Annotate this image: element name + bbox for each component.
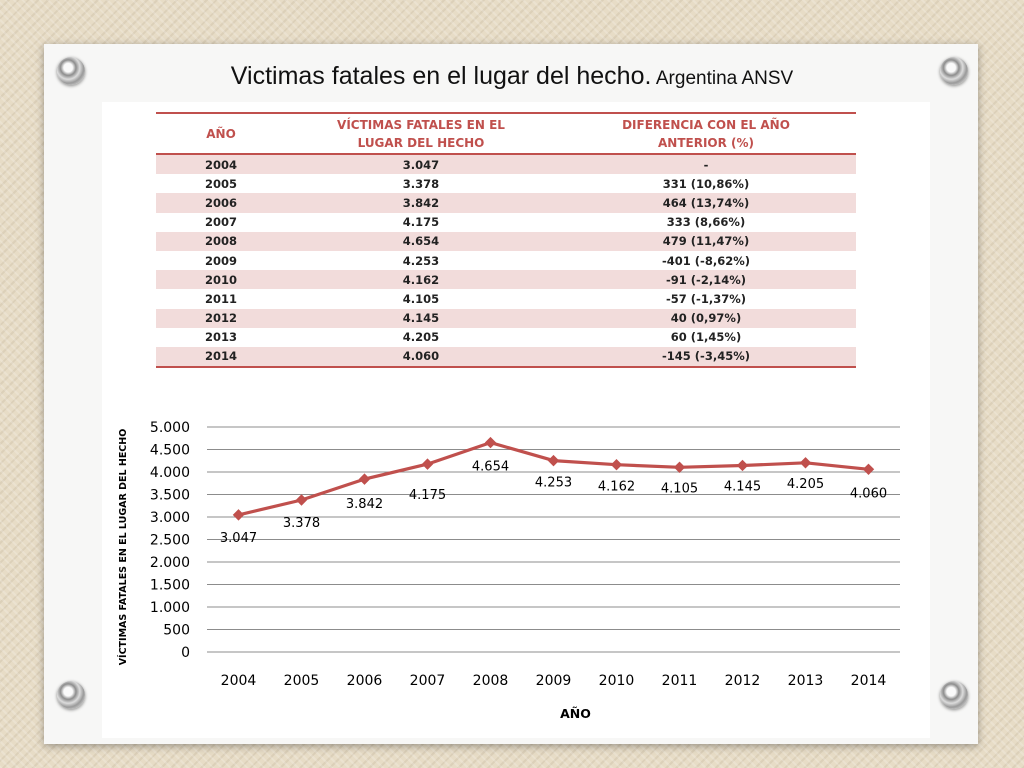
- data-point: [864, 464, 874, 474]
- x-tick-label: 2012: [724, 673, 761, 689]
- cell-year: 2007: [204, 215, 237, 230]
- header-difference: DIFERENCIA CON EL AÑO ANTERIOR (%): [556, 113, 856, 154]
- title-sub: Argentina ANSV: [655, 68, 794, 89]
- cell-difference: -57 (-1,37%): [666, 291, 746, 306]
- y-tick-label: 3.500: [149, 487, 190, 504]
- cell-victims: 3.378: [402, 176, 440, 191]
- x-tick-label: 2004: [220, 673, 257, 689]
- y-tick-label: 2.000: [149, 555, 190, 571]
- cell-difference: -401 (-8,62%): [662, 253, 750, 268]
- y-tick-label: 2.500: [149, 532, 190, 549]
- y-tick-label: 4.000: [149, 465, 190, 481]
- title-main: Victimas fatales en el lugar del hecho.: [230, 62, 652, 90]
- data-point: [297, 495, 307, 505]
- data-label: 3.047: [219, 530, 258, 546]
- data-label: 4.162: [597, 479, 636, 495]
- pin-icon: [940, 681, 968, 709]
- data-label: 3.378: [282, 515, 321, 531]
- data-label: 4.253: [534, 475, 573, 491]
- cell-difference: -145 (-3,45%): [556, 347, 856, 367]
- data-point: [486, 438, 496, 448]
- cell-difference: 60 (1,45%): [670, 330, 742, 345]
- cell-victims: 4.060: [286, 347, 556, 367]
- data-label: 4.175: [408, 488, 447, 504]
- y-axis-title: VÍCTIMAS FATALES EN EL LUGAR DEL HECHO: [118, 428, 129, 666]
- y-tick-label: 1.500: [149, 577, 190, 594]
- x-tick-label: 2010: [598, 673, 635, 689]
- cell-difference: 479 (11,47%): [556, 232, 856, 251]
- data-point: [612, 460, 622, 470]
- data-point: [423, 459, 433, 469]
- data-label: 3.842: [345, 497, 384, 513]
- y-tick-label: 1.000: [149, 600, 190, 616]
- cell-victims: 4.162: [286, 270, 556, 289]
- slide-title: [0, 62, 1024, 91]
- y-tick-label: 5.000: [149, 420, 190, 436]
- data-label: 4.145: [723, 479, 762, 495]
- x-tick-label: 2014: [850, 673, 887, 689]
- cell-difference: 333 (8,66%): [666, 215, 746, 230]
- cell-victims: 4.205: [402, 330, 440, 345]
- cell-victims: 3.047: [286, 154, 556, 174]
- header-victims: VÍCTIMAS FATALES EN EL LUGAR DEL HECHO: [286, 113, 556, 154]
- y-tick-label: 3.000: [149, 510, 190, 526]
- cell-victims: 4.175: [402, 215, 440, 230]
- data-label: 4.105: [660, 481, 699, 497]
- cell-year: 2010: [156, 270, 286, 289]
- y-tick-label: 500: [163, 622, 190, 639]
- x-tick-label: 2009: [535, 673, 572, 689]
- pin-icon: [57, 681, 85, 709]
- x-tick-label: 2013: [787, 673, 824, 689]
- cell-difference: -91 (-2,14%): [556, 270, 856, 289]
- data-point: [549, 456, 559, 466]
- cell-victims: 4.253: [402, 253, 440, 268]
- cell-victims: 3.842: [286, 193, 556, 212]
- x-tick-label: 2011: [661, 673, 698, 689]
- data-point: [234, 510, 244, 520]
- cell-difference: 331 (10,86%): [662, 176, 750, 191]
- content-area: [102, 102, 930, 738]
- cell-year: 2011: [204, 291, 237, 306]
- y-tick-label: 4.500: [149, 442, 190, 459]
- x-axis-title: AÑO: [560, 706, 591, 721]
- data-label: 4.205: [786, 476, 825, 492]
- data-point: [360, 474, 370, 484]
- cell-year: 2013: [204, 330, 237, 345]
- data-label: 4.654: [471, 459, 510, 475]
- data-point: [738, 460, 748, 470]
- x-tick-label: 2006: [346, 673, 383, 689]
- cell-difference: -: [556, 154, 856, 174]
- data-label: 4.060: [849, 486, 888, 502]
- x-tick-label: 2007: [409, 673, 446, 689]
- cell-year: 2004: [156, 154, 286, 174]
- cell-year: 2012: [156, 309, 286, 328]
- cell-victims: 4.145: [286, 309, 556, 328]
- cell-year: 2006: [156, 193, 286, 212]
- cell-difference: 40 (0,97%): [556, 309, 856, 328]
- cell-victims: 4.654: [286, 232, 556, 251]
- cell-year: 2008: [156, 232, 286, 251]
- cell-year: 2009: [204, 253, 237, 268]
- x-tick-label: 2005: [283, 673, 320, 689]
- cell-difference: 464 (13,74%): [556, 193, 856, 212]
- header-year: AÑO: [156, 113, 286, 154]
- cell-year: 2014: [156, 347, 286, 367]
- cell-victims: 4.105: [402, 291, 440, 306]
- y-tick-label: 0: [181, 645, 190, 661]
- data-point: [801, 458, 811, 468]
- x-tick-label: 2008: [472, 673, 509, 689]
- line-chart: [102, 102, 930, 738]
- cell-year: 2005: [204, 176, 237, 191]
- data-point: [675, 462, 685, 472]
